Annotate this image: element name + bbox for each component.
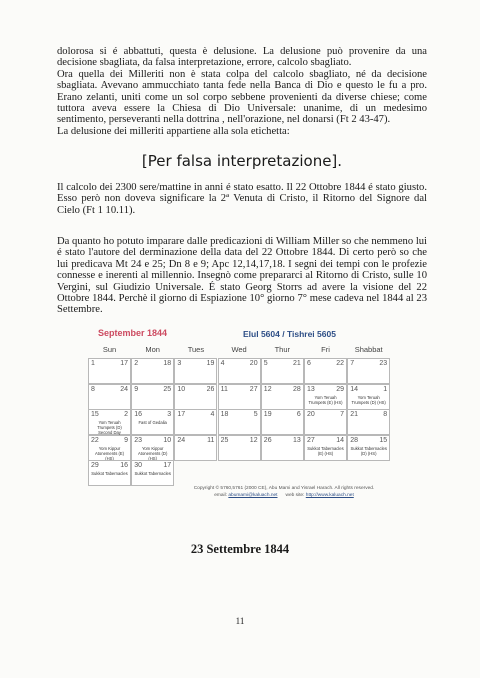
paragraph: Da quanto ho potuto imparare dalle predicazioni di William Miller so che nemmeno lui é stato l'autore del derminazione della data del 22 Ottobre 1844. Di certo però so che lui predicava Mt 24 e 25; Dn 8 e 9; Apc 12,14,17,18. I segni dei tempi con le profezie connesse e inerenti al millennio. Insegnò come prepararci al Ritorno di Cristo, sulle 10 Vergini, sul Giudizio Universale. É stato Georg Storrs ad avere la visione del 22 Ottobre 1844. Perchè il giorno di Espiazione 10° giorno 7° mese cadeva nel 1844 al 23 Settembre.: [57, 236, 427, 316]
calendar-day-cell: [88, 435, 131, 461]
holiday-label: Fast of Gedalia: [138, 420, 167, 425]
hebrew-day-number: 21: [293, 360, 301, 367]
days-of-week-row: [88, 345, 391, 357]
calendar-day-cell: [304, 435, 347, 461]
hebrew-day-number: 22: [336, 360, 344, 367]
hebrew-day-number: 8: [383, 411, 388, 418]
gregorian-day-number: 8: [91, 385, 95, 393]
credit-contact: [177, 493, 391, 500]
calendar-day-cell: [131, 358, 174, 384]
hebrew-day-number: 14: [336, 436, 344, 444]
gregorian-day-number: 4: [220, 360, 225, 367]
day-of-week-label: Tues: [187, 345, 205, 354]
gregorian-day-number: 27: [307, 436, 315, 444]
credit-email-link[interactable]: abumami@kaluach.net: [228, 492, 278, 498]
gregorian-day-number: 26: [263, 436, 272, 444]
holiday-label: Yom Kippur Atonements (E) (HS): [94, 445, 125, 461]
calendar-day-cell: [261, 384, 304, 410]
calendar-day-cell: [88, 384, 131, 410]
calendar-day-cell: [261, 358, 304, 384]
calendar-day-cell: [174, 358, 217, 384]
hebrew-day-number: 13: [293, 436, 301, 444]
holiday-label: Sukkot Tabernacles (E) (HS): [307, 445, 344, 456]
hebrew-day-number: 18: [163, 360, 172, 367]
day-of-week-label: Fri: [321, 345, 330, 354]
hebrew-day-number: 11: [207, 436, 215, 444]
hebrew-day-number: 3: [167, 411, 172, 418]
calendar-credit: [177, 486, 391, 499]
hebrew-day-number: 26: [206, 385, 215, 393]
hebrew-day-number: 7: [340, 411, 344, 418]
gregorian-day-number: 14: [350, 385, 358, 393]
hebrew-day-number: 24: [120, 385, 128, 393]
hebrew-day-number: 5: [253, 411, 258, 418]
hebrew-day-number: 29: [336, 385, 344, 393]
calendar-header: [88, 328, 391, 342]
day-of-week-label: Sun: [102, 345, 117, 354]
calendar-day-cell: [218, 409, 261, 435]
gregorian-day-number: 1: [91, 360, 95, 367]
calendar-day-cell: [261, 409, 304, 435]
gregorian-day-number: 3: [177, 360, 182, 367]
hebrew-day-number: 10: [163, 436, 172, 444]
gregorian-day-number: 25: [220, 436, 229, 444]
credit-web-link[interactable]: http://www.kaluach.net: [305, 492, 354, 498]
holiday-label: Sukkot Tabernacles (D) (HS): [350, 445, 387, 456]
day-of-week-label: Mon: [145, 345, 160, 354]
gregorian-day-number: 19: [263, 411, 272, 418]
holiday-label: Sukkot Tabernacles: [91, 471, 128, 476]
hebrew-day-number: 17: [163, 462, 172, 469]
calendar-day-cell: [347, 409, 390, 435]
credit-web-label: web site:: [285, 492, 305, 498]
gregorian-day-number: 5: [263, 360, 268, 367]
calendar-day-cell: [304, 384, 347, 410]
gregorian-day-number: 11: [220, 385, 228, 393]
calendar-day-cell: [347, 358, 390, 384]
holiday-label: Yom Teruah Trumpets (D) (HS): [351, 394, 386, 405]
calendar-day-cell: [131, 460, 174, 486]
gregorian-day-number: 24: [177, 436, 186, 444]
hebrew-day-number: 17: [120, 360, 128, 367]
calendar-day-cell: [347, 435, 390, 461]
gregorian-day-number: 28: [350, 436, 358, 444]
middle-paragraph: [57, 182, 427, 216]
calendar-day-cell: [304, 409, 347, 435]
intro-paragraphs: [57, 46, 427, 137]
bottom-title: 23 Settembre 1844: [190, 542, 290, 556]
calendar-day-cell: [131, 384, 174, 410]
gregorian-day-number: 23: [134, 436, 142, 444]
holiday-label: Yom Teruah Trumpets (E) (HS): [308, 394, 343, 405]
gregorian-day-number: 18: [220, 411, 229, 418]
gregorian-day-number: 21: [350, 411, 358, 418]
calendar-day-cell: [218, 435, 261, 461]
hebrew-day-number: 6: [296, 411, 301, 418]
hebrew-day-number: 9: [124, 436, 128, 444]
day-of-week-label: Shabbat: [354, 345, 383, 354]
credit-copyright: Copyright © 5760,5761 (2000 CE), Abu Mami and Yisrael Harach. All rights reserved.: [193, 486, 375, 491]
gregorian-day-number: 2: [134, 360, 139, 367]
hebrew-day-number: 25: [163, 385, 172, 393]
paragraph: La delusione dei milleriti appartiene alla sola etichetta:: [57, 125, 290, 137]
day-of-week-label: Thur: [274, 345, 290, 354]
calendar-day-cell: [218, 358, 261, 384]
hebrew-day-number: 2: [124, 411, 128, 418]
hebrew-day-number: 19: [206, 360, 215, 367]
holiday-label: Yom Kippur Atonements (D) (HS): [138, 445, 168, 461]
paragraph: dolorosa si é abbattuti, questa è delusione. La delusione può provenire da una decisione sbagliata, da falsa interpretazione, errore, calcolo sbagliato.: [57, 46, 427, 69]
calendar-day-cell: [174, 384, 217, 410]
hebrew-day-number: 1: [383, 385, 388, 393]
gregorian-day-number: 22: [91, 436, 99, 444]
gregorian-day-number: 30: [134, 462, 142, 469]
credit-email-label: email:: [214, 492, 228, 498]
hebrew-day-number: 4: [210, 411, 215, 418]
calendar-day-cell: [261, 435, 304, 461]
hebrew-day-number: 15: [379, 436, 388, 444]
page-number: 11: [235, 616, 245, 626]
gregorian-day-number: 15: [91, 411, 99, 418]
hebrew-day-number: 27: [249, 385, 258, 393]
gregorian-day-number: 10: [177, 385, 186, 393]
calendar-day-cell: [88, 358, 131, 384]
gregorian-day-number: 13: [307, 385, 315, 393]
handwritten-caption: [Per falsa interpretazione].: [141, 152, 343, 170]
gregorian-month: September 1844: [98, 328, 168, 338]
day-of-week-label: Wed: [231, 345, 247, 354]
gregorian-day-number: 29: [91, 462, 99, 469]
holiday-label: Sukkot Tabernacles: [134, 471, 171, 476]
paragraph: Ora quella dei Milleriti non è stata colpa del calcolo sbagliato, né da decisione sbagliata. Avevano ammucchiato tanta fede nella Banca di Dio e questo le fu a pro. Erano zelanti, uniti come un sol corpo sebbene provenienti da diverse chiese; come tuttora aveva essere la Chiesa di Dio Universale: unanime, di un medesimo sentimento, perseveranti nella dottrina , nell'orazione, nel donarsi (Ft 2 43-47).: [57, 68, 427, 126]
calendar-day-cell: [218, 384, 261, 410]
long-paragraph: [57, 236, 427, 316]
hebrew-day-number: 28: [293, 385, 301, 393]
calendar-day-cell: [88, 460, 131, 486]
hebrew-day-number: 12: [249, 436, 258, 444]
calendar-day-cell: [131, 435, 174, 461]
calendar-day-cell: [304, 358, 347, 384]
calendar: [88, 328, 391, 518]
holiday-label: Yom Teruah Trumpets (D) Second Day: [97, 420, 122, 435]
hebrew-day-number: 16: [120, 462, 128, 469]
calendar-day-cell: [347, 384, 390, 410]
gregorian-day-number: 16: [134, 411, 142, 418]
hebrew-day-number: 23: [379, 360, 388, 367]
gregorian-day-number: 17: [177, 411, 186, 418]
gregorian-day-number: 20: [307, 411, 315, 418]
hebrew-month: Elul 5604 / Tishrei 5605: [243, 329, 336, 339]
gregorian-day-number: 6: [307, 360, 311, 367]
paragraph: Il calcolo dei 2300 sere/mattine in anni é stato esatto. Il 22 Ottobre 1844 é stato giusto. Esso però non doveva significare la 2ª Venuta di Cristo, il Ritorno del Signore dal Cielo (Ft 1 10.11).: [57, 182, 427, 216]
gregorian-day-number: 9: [134, 385, 139, 393]
hebrew-day-number: 20: [249, 360, 258, 367]
gregorian-day-number: 7: [350, 360, 355, 367]
calendar-day-cell: [174, 409, 217, 435]
calendar-day-cell: [88, 409, 131, 435]
gregorian-day-number: 12: [263, 385, 272, 393]
calendar-day-cell: [131, 409, 174, 435]
calendar-day-cell: [174, 435, 217, 461]
